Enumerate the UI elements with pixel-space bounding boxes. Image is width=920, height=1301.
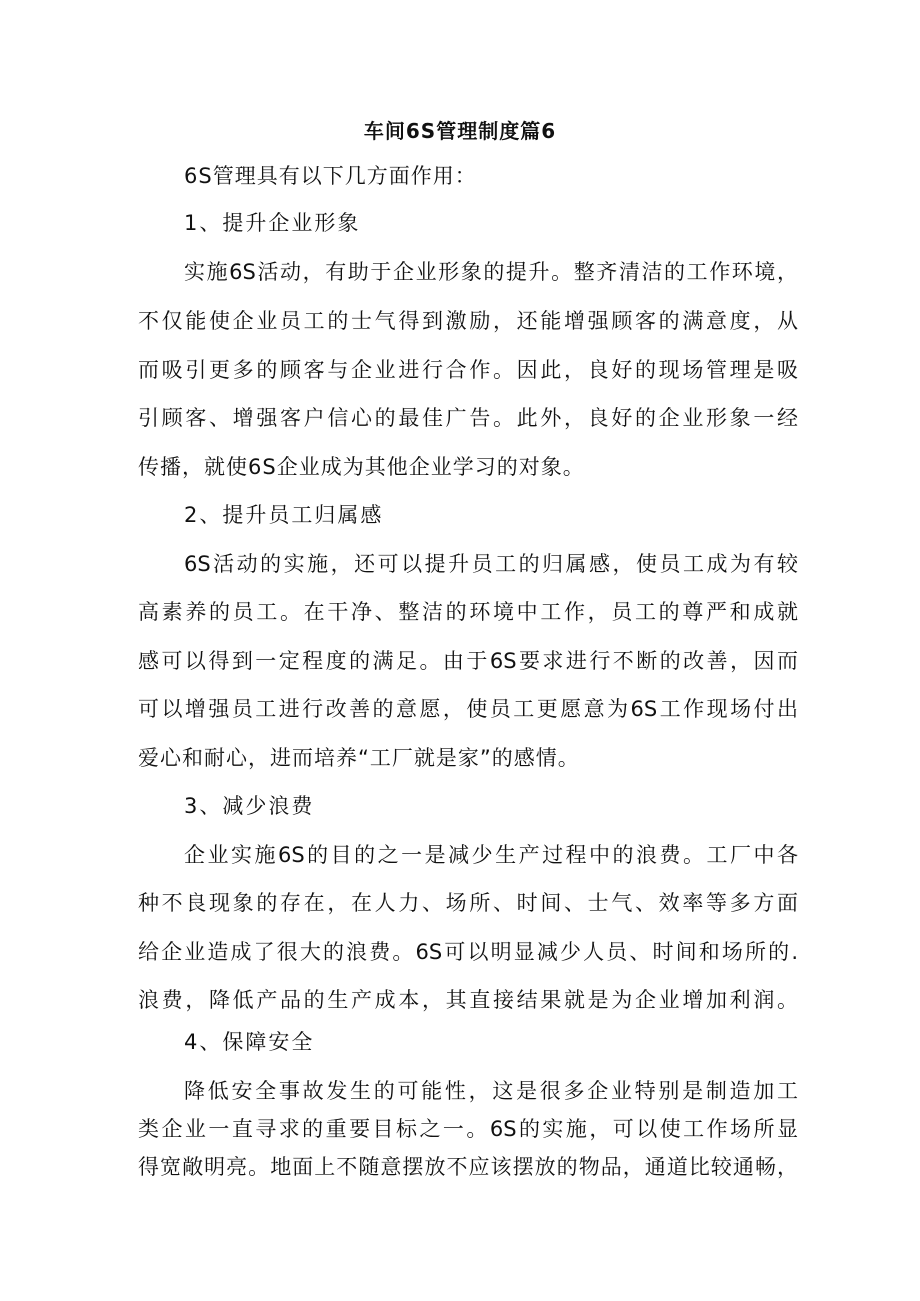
section-1-line-1: 实施6S活动，有助于企业形象的提升。整齐清洁的工作环境， bbox=[184, 260, 798, 284]
section-3-heading: 3、减少浪费 bbox=[184, 794, 315, 818]
section-2-line-3: 感可以得到一定程度的满足。由于6S要求进行不断的改善，因而 bbox=[138, 649, 798, 673]
section-3-line-3: 给企业造成了很大的浪费。6S可以明显减少人员、时间和场所的. bbox=[138, 940, 798, 964]
section-4-line-2: 类企业一直寻求的重要目标之一。6S的实施，可以使工作场所显 bbox=[138, 1117, 798, 1141]
section-3-line-1: 企业实施6S的目的之一是减少生产过程中的浪费。工厂中各 bbox=[184, 843, 798, 867]
section-3-line-4: 浪费，降低产品的生产成本，其直接结果就是为企业增加利润。 bbox=[138, 988, 798, 1012]
section-4-line-1: 降低安全事故发生的可能性，这是很多企业特别是制造加工 bbox=[184, 1079, 798, 1103]
document-title: 车间6S管理制度篇6 bbox=[363, 119, 557, 143]
section-2-line-1: 6S活动的实施，还可以提升员工的归属感，使员工成为有较 bbox=[184, 552, 798, 576]
intro-text: 6S管理具有以下几方面作用： bbox=[184, 164, 477, 188]
section-1-line-4: 引顾客、增强客户信心的最佳广告。此外，良好的企业形象一经 bbox=[138, 406, 798, 430]
section-1-line-5: 传播，就使6S企业成为其他企业学习的对象。 bbox=[138, 455, 585, 479]
section-4-line-3: 得宽敞明亮。地面上不随意摆放不应该摆放的物品，通道比较通畅， bbox=[138, 1155, 798, 1179]
section-3-line-2: 种不良现象的存在，在人力、场所、时间、士气、效率等多方面 bbox=[138, 891, 798, 915]
section-2-line-4: 可以增强员工进行改善的意愿，使员工更愿意为6S工作现场付出 bbox=[138, 697, 798, 721]
section-1-heading: 1、提升企业形象 bbox=[184, 211, 361, 235]
section-2-line-2: 高素养的员工。在干净、整洁的环境中工作，员工的尊严和成就 bbox=[138, 600, 798, 624]
section-4-heading: 4、保障安全 bbox=[184, 1030, 315, 1054]
section-1-line-3: 而吸引更多的顾客与企业进行合作。因此，良好的现场管理是吸 bbox=[138, 358, 798, 382]
section-2-heading: 2、提升员工归属感 bbox=[184, 503, 384, 527]
section-2-line-5: 爱心和耐心，进而培养“工厂就是家”的感情。 bbox=[138, 746, 580, 770]
section-1-line-2: 不仅能使企业员工的士气得到激励，还能增强顾客的满意度，从 bbox=[138, 309, 798, 333]
